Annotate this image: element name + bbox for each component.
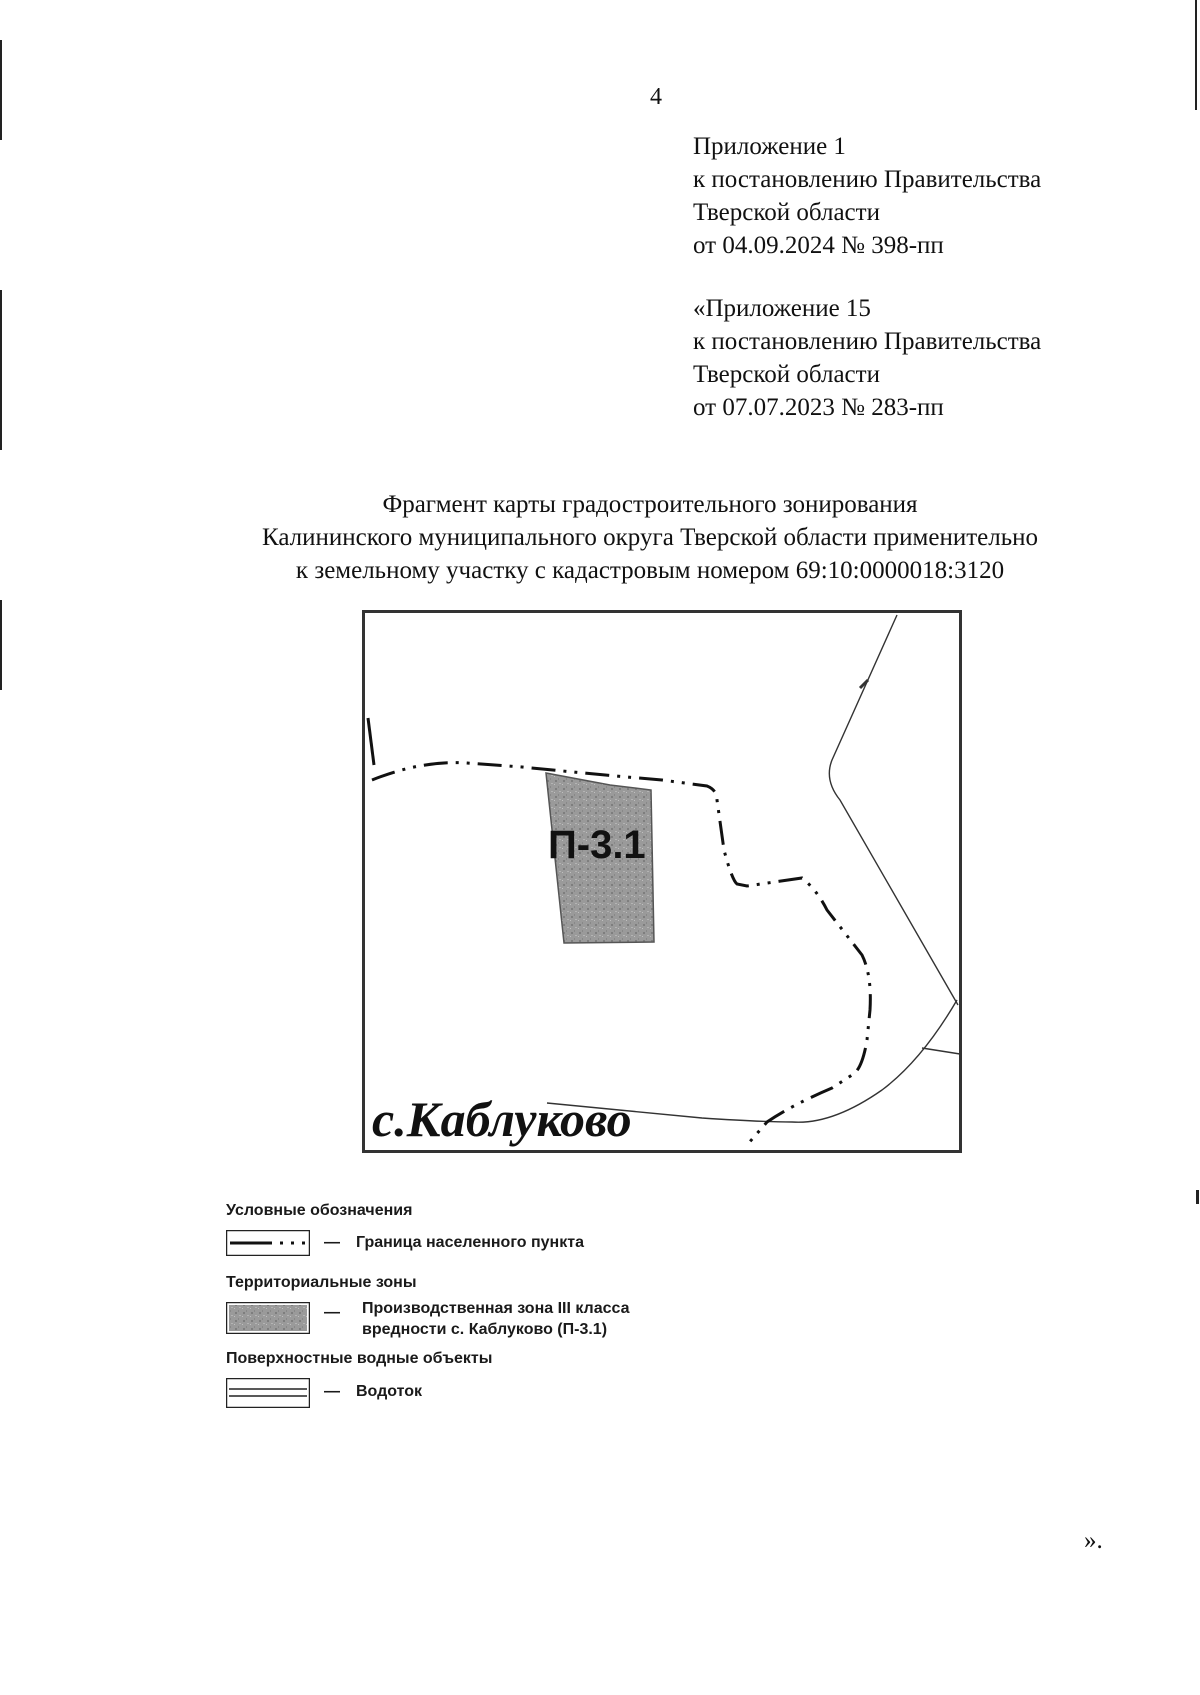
appendix-15-region: Тверской области — [693, 361, 880, 388]
production-zone-label-line: вредности с. Каблуково (П-3.1) — [362, 1321, 608, 1338]
production-zone-label-line: Производственная зона III класса — [362, 1300, 630, 1317]
appendix-15-reference: к постановлению Правительства — [693, 328, 1042, 355]
watercourse-dash: — — [324, 1383, 340, 1400]
settlement-border-symbol — [226, 1230, 310, 1256]
document-title-line: Калининского муниципального округа Тверской области применительно — [261, 524, 1038, 551]
production-zone-dash: — — [324, 1304, 340, 1321]
legend-heading: Условные обозначения — [226, 1202, 413, 1219]
document-title-line: к земельному участку с кадастровым номером 69:10:0000018:3120 — [295, 557, 1005, 584]
zoning-map — [362, 610, 962, 1153]
settlement-label: с.Каблуково — [372, 1091, 632, 1147]
production-zone-symbol — [226, 1302, 310, 1334]
appendix-15-date: от 07.07.2023 № 283-пп — [693, 394, 944, 421]
appendix-1-reference: к постановлению Правительства — [693, 166, 1042, 193]
settlement-border-dash: — — [324, 1234, 340, 1251]
scan-edge-mark — [0, 290, 2, 450]
closing-quote: ». — [1084, 1527, 1103, 1554]
scan-edge-mark — [0, 600, 2, 690]
map-frame — [364, 612, 961, 1152]
appendix-1-title: Приложение 1 — [693, 133, 846, 160]
document-title-line: Фрагмент карты градостроительного зонирования — [382, 491, 918, 518]
document-title — [150, 488, 1150, 587]
zone-label: П-3.1 — [548, 823, 646, 867]
scan-edge-mark — [0, 40, 2, 140]
zones-heading: Территориальные зоны — [226, 1274, 417, 1291]
page-number: 4 — [650, 84, 662, 110]
appendix-1-date: от 04.09.2024 № 398-пп — [693, 232, 944, 259]
appendix-1-header — [693, 130, 1041, 262]
appendix-15-header — [693, 292, 1041, 424]
watercourse-symbol — [226, 1378, 310, 1408]
water-heading: Поверхностные водные объекты — [226, 1350, 493, 1367]
zoning-map-canvas — [362, 610, 962, 1153]
appendix-1-region: Тверской области — [693, 199, 880, 226]
scan-edge-mark — [1195, 0, 1197, 110]
appendix-15-title: «Приложение 15 — [693, 295, 871, 322]
settlement-border-label: Граница населенного пункта — [356, 1234, 584, 1251]
watercourse-label: Водоток — [356, 1383, 423, 1400]
scan-edge-mark — [1196, 1190, 1199, 1204]
